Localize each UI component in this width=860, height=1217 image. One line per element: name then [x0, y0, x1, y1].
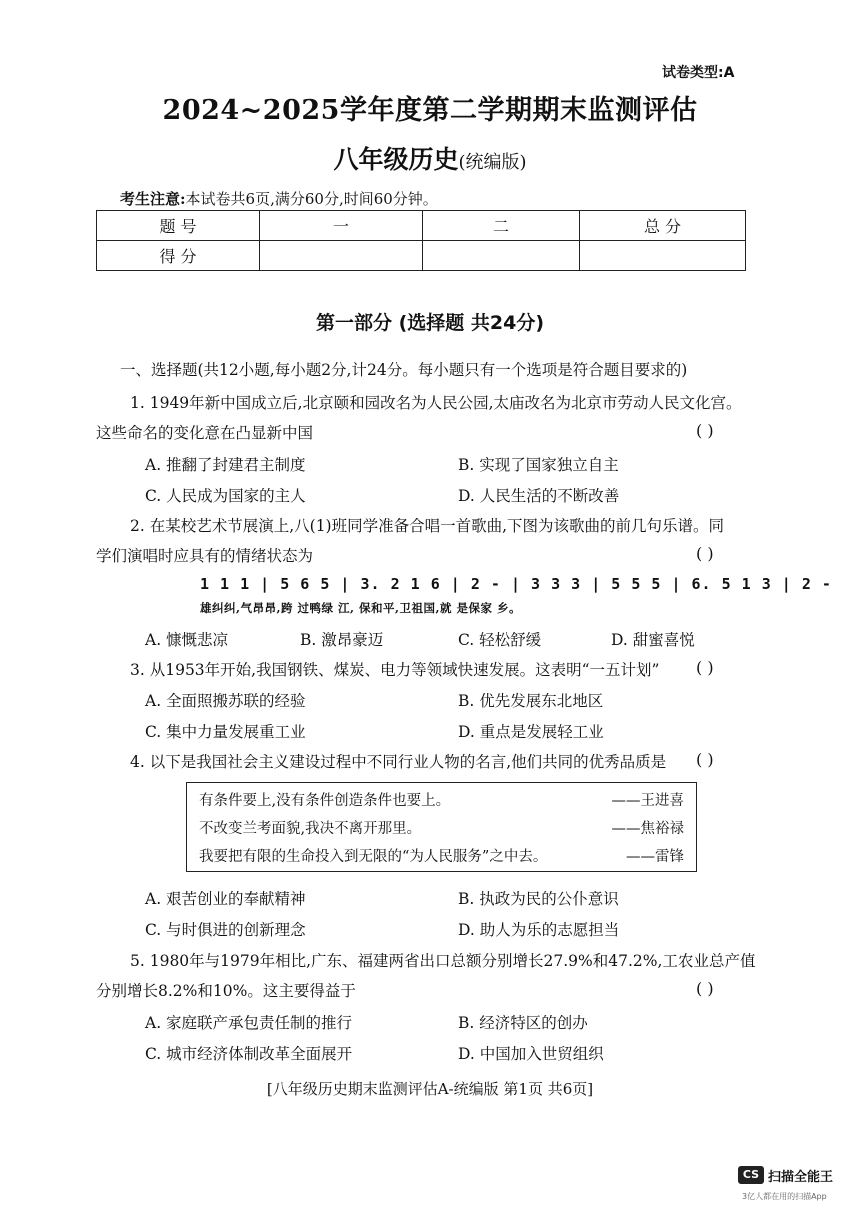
- q1-option-a: A. 推翻了封建君主制度: [145, 456, 306, 474]
- q5-option-d: D. 中国加入世贸组织: [458, 1045, 604, 1063]
- q4-option-c: C. 与时俱进的创新理念: [145, 921, 306, 939]
- score-cell: 得 分: [97, 241, 260, 271]
- q3-option-c: C. 集中力量发展重工业: [145, 723, 306, 741]
- score-cell: 总 分: [580, 211, 746, 241]
- question-2-line-2: 学们演唱时应具有的情绪状态为: [96, 547, 314, 565]
- q1-option-b: B. 实现了国家独立自主: [458, 456, 619, 474]
- q5-option-a: A. 家庭联产承包责任制的推行: [145, 1014, 353, 1032]
- subject-title: [0, 140, 860, 176]
- notice-text: 本试卷共6页,满分60分,时间60分钟。: [185, 190, 438, 208]
- camscanner-slogan: 3亿人都在用的扫描App: [742, 1192, 827, 1201]
- score-cell: 二: [423, 211, 580, 241]
- score-table-header-row: [97, 211, 746, 241]
- quote-author: ——王进喜: [611, 793, 684, 809]
- q2-option-b: B. 激昂豪迈: [300, 631, 384, 649]
- notice-label: 考生注意:: [120, 190, 186, 208]
- music-notation: 1 1 1 | 5 6 5 | 3. 2 1 6 | 2 - | 3 3 3 | 5 5 5 | 6. 5 1 3 | 2 -: [200, 575, 832, 593]
- quote-author: ——雷锋: [626, 849, 684, 865]
- part-title: 第一部分 (选择题 共24分): [315, 312, 545, 334]
- quote-text: 有条件要上,没有条件创造条件也要上。: [199, 793, 451, 809]
- paper-type-label: 试卷类型:A: [662, 65, 735, 81]
- q2-option-c: C. 轻松舒缓: [458, 631, 542, 649]
- score-table: [96, 210, 746, 271]
- answer-blank[interactable]: ( ): [696, 750, 714, 769]
- song-lyrics: 雄纠纠,气昂昂,跨 过鸭绿 江, 保和平,卫祖国,就 是保家 乡。: [200, 601, 522, 615]
- quote-text: 不改变兰考面貌,我决不离开那里。: [199, 821, 422, 837]
- q5-option-c: C. 城市经济体制改革全面展开: [145, 1045, 353, 1063]
- question-1-line-2: 这些命名的变化意在凸显新中国: [96, 424, 314, 442]
- quote-text: 我要把有限的生命投入到无限的“为人民服务”之中去。: [199, 849, 548, 865]
- question-2-line-1: 2. 在某校艺术节展演上,八(1)班同学准备合唱一首歌曲,下图为该歌曲的前几句乐谱。同: [130, 517, 725, 535]
- question-4-line-1: 4. 以下是我国社会主义建设过程中不同行业人物的名言,他们共同的优秀品质是: [130, 753, 667, 771]
- q3-option-a: A. 全面照搬苏联的经验: [145, 692, 306, 710]
- q3-option-d: D. 重点是发展轻工业: [458, 723, 604, 741]
- answer-blank[interactable]: ( ): [696, 658, 714, 677]
- score-table-score-row: [97, 241, 746, 271]
- question-1-line-1: 1. 1949年新中国成立后,北京颐和园改名为人民公园,太庙改名为北京市劳动人民文化宫。: [130, 394, 742, 412]
- q4-option-a: A. 艰苦创业的奉献精神: [145, 890, 306, 908]
- q3-option-b: B. 优先发展东北地区: [458, 692, 604, 710]
- answer-blank[interactable]: ( ): [696, 544, 714, 563]
- score-input-cell[interactable]: [423, 241, 580, 271]
- q2-option-d: D. 甜蜜喜悦: [611, 631, 695, 649]
- quotes-box: [186, 782, 697, 872]
- page-footer: [八年级历史期末监测评估A-统编版 第1页 共6页]: [266, 1080, 594, 1098]
- q4-option-d: D. 助人为乐的志愿担当: [458, 921, 620, 939]
- section-instruction: 一、选择题(共12小题,每小题2分,计24分。每小题只有一个选项是符合题目要求的): [120, 361, 688, 379]
- answer-blank[interactable]: ( ): [696, 421, 714, 440]
- question-5-line-1: 5. 1980年与1979年相比,广东、福建两省出口总额分别增长27.9%和47.2%,工农业总产值: [130, 952, 756, 970]
- camscanner-name: 扫描全能王: [768, 1170, 834, 1185]
- camscanner-logo-icon: CS: [738, 1166, 764, 1184]
- exam-notice: [120, 188, 438, 209]
- subject-name: 八年级历史: [333, 145, 459, 174]
- exam-title: 2024~2025学年度第二学期期末监测评估: [162, 95, 698, 126]
- score-input-cell[interactable]: [580, 241, 746, 271]
- q1-option-c: C. 人民成为国家的主人: [145, 487, 306, 505]
- score-cell: 一: [260, 211, 423, 241]
- q2-option-a: A. 慷慨悲凉: [145, 631, 229, 649]
- q1-option-d: D. 人民生活的不断改善: [458, 487, 620, 505]
- quote-author: ——焦裕禄: [611, 821, 684, 837]
- q4-option-b: B. 执政为民的公仆意识: [458, 890, 619, 908]
- score-input-cell[interactable]: [260, 241, 423, 271]
- score-cell: 题 号: [97, 211, 260, 241]
- question-5-line-2: 分别增长8.2%和10%。这主要得益于: [96, 982, 356, 1000]
- question-3-line-1: 3. 从1953年开始,我国钢铁、煤炭、电力等领域快速发展。这表明“一五计划”: [130, 661, 660, 679]
- edition-label: (统编版): [458, 152, 527, 173]
- q5-option-b: B. 经济特区的创办: [458, 1014, 588, 1032]
- answer-blank[interactable]: ( ): [696, 979, 714, 998]
